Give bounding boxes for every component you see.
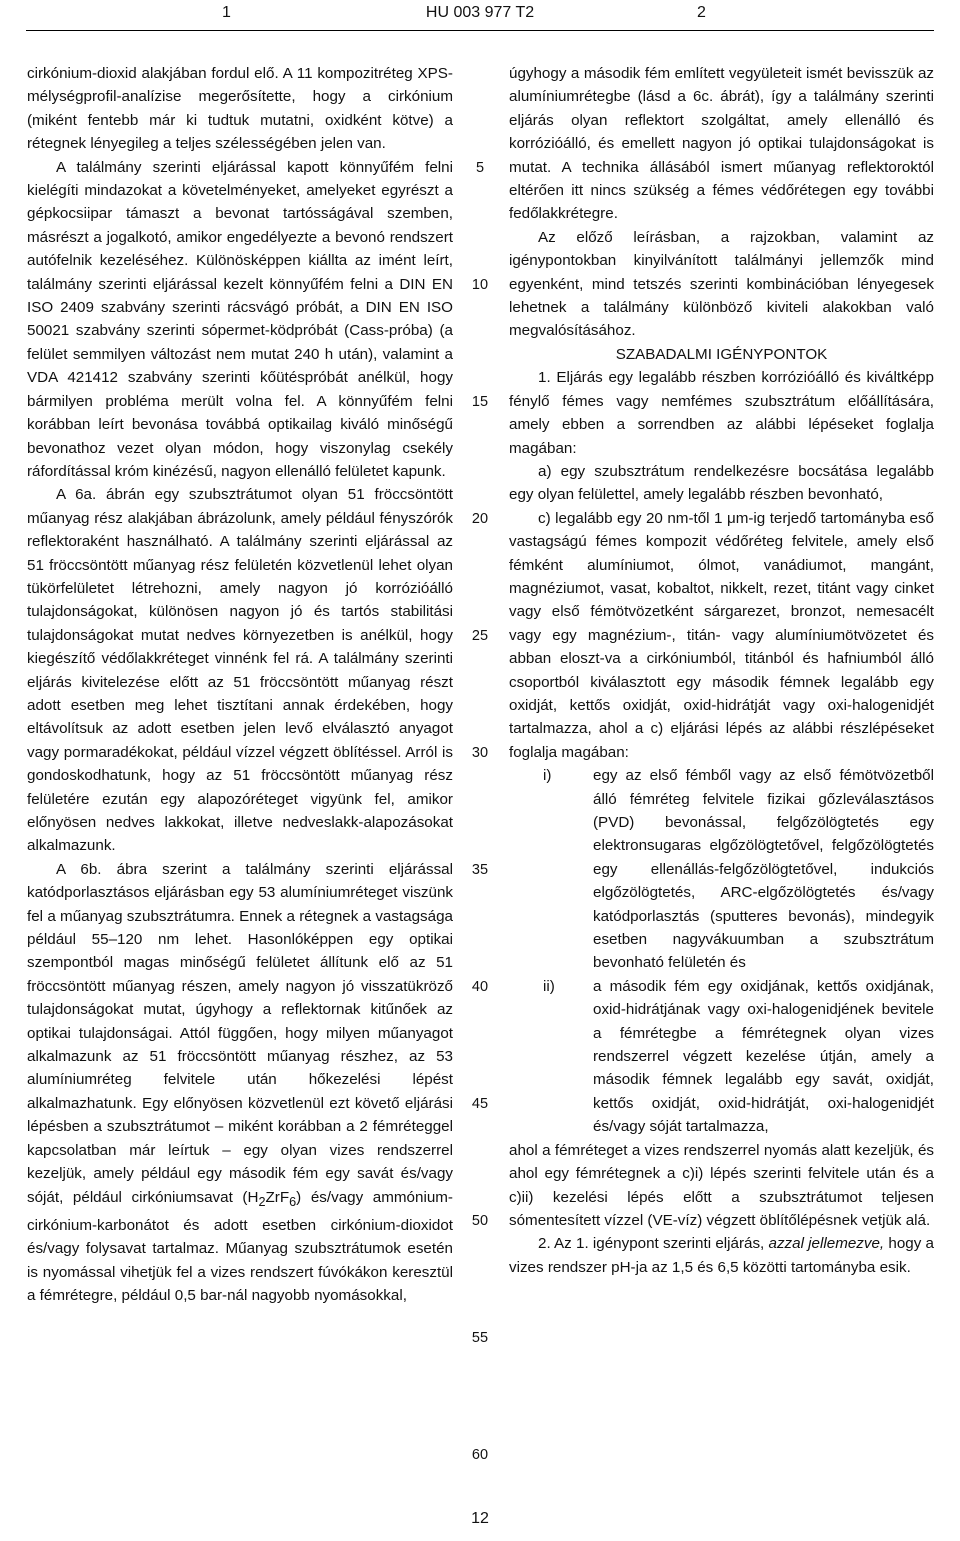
claim-1-substep-i	[537, 764, 934, 975]
line-number: 5	[475, 160, 485, 176]
subscript-6: 6	[289, 1194, 297, 1209]
claim-1-step-c-text-a: c) legalább egy 20 nm-től 1	[538, 509, 727, 527]
line-number: 35	[471, 862, 489, 878]
header-document-id: HU 003 977 T2	[425, 4, 535, 21]
left-paragraph-1: cirkónium-dioxid alakjában fordul elő. A 11 kompozitréteg XPS-mélységprofil-analízise megerősítette, hogy a cirkónium (miként fentebb már ki tudtuk mutatni, oxidként kötve) a rétegnek lényegileg a teljes szélességében jelen van.	[27, 65, 453, 153]
right-paragraph-2: Az előző leírásban, a rajzokban, valamint az igénypontokban kinyilvánított találmányi jellemzők mind egyenként, mind tetszés szerinti kombinációban lényegesek lehetnek a találmány különböző kiviteli alakokban való megvalósításához.	[509, 228, 934, 340]
line-number: 30	[471, 745, 489, 761]
claim-2-characterizing-phrase: azzal jellemezve,	[768, 1235, 885, 1253]
left-column	[27, 62, 453, 1308]
line-number: 45	[471, 1096, 489, 1112]
header-page-right: 2	[697, 4, 706, 21]
substep-label: ii)	[543, 977, 555, 995]
claim-1-closing: ahol a fémréteget a vizes rendszerrel nyomás alatt kezeljük, és ahol egy fémrétegnek a c)i) lépés szerinti felvitele után és a c)ii) kezelési lépés előtt a szubsztrátumot teljesen sómentesített vízzel (VE-víz) végzett öblítőlépésnek vetjük alá.	[509, 1141, 934, 1229]
claim-1-intro: 1. Eljárás egy legalább részben korrózióálló és kiváltképp fénylő fémes vagy nemfémes szubsztrátum előállítására, amely ebben a sorrendben az alábbi lépéseket foglalja magában:	[509, 369, 934, 457]
claim-1-step-c-text-b: m-ig terjedő tartományba eső vastagságú fémes kompozit védőréteg felvitele, amely első fémként alumíniumot, ólmot, vanádiumot, mangánt, magnéziumot, vasat, kobaltot, nikkelt, rezet, titánt vagy cinket vagy első fémötvözetként sárgarezet, bronzot, nemesacélt vagy egy magnézium-, titán- vagy alumíniumötvözetet és abban eloszt-va a cirkóniumból, titánból és hafniumból álló csoportból kiválasztott egy második fémnek legalább egy oxidját, kettős oxidját, oxid-hidrátját vagy oxi-halogenidjét tartalmazza, ahol a c) eljárási lépés az alábbi részlépéseket foglalja magában:	[509, 509, 934, 761]
claims-heading: SZABADALMI IGÉNYPONTOK	[615, 345, 828, 363]
claim-1-step-a: a) egy szubsztrátum rendelkezésre bocsátása legalább egy olyan felülettel, amely legalább részben bevonható,	[509, 462, 934, 504]
left-paragraph-2: A találmány szerinti eljárással kapott könnyűfém felni kielégíti mindazokat a követelményeket, amelyeket egyrészt a gépkocsiipar támaszt a bevonat tartósságával szemben, másrészt a jogalkotó, amikor engedélyezte a bevonó rendszert autófelnik kezeléséhez. Különösképpen kiállta az imént leírt, találmány szerinti eljárással kezelt könnyűfém felni a DIN EN ISO 2409 szabvány szerinti rácsvágó próbát, a DIN EN ISO 50021 szabvány szerinti sópermet-ködpróbát (Cass-próba) (a felület semmilyen változást nem mutat 240 h után), valamint a VDA 421412 szabvány szerinti kőütéspróbát anélkül, hogy bármilyen probléma merült volna fel. A könnyűfém felni korábban leírt bevonása továbbá optikailag kiváló minőségű bevonathoz vezet olyan módon, hogy viszonylag csekély ráfordítással króm kinézésű, nagyon ellenálló felületet kapunk.	[27, 158, 453, 480]
left-paragraph-4-text-c: ) és/vagy ammónium-cirkónium-karbonátot és adott esetben cirkónium-dioxidot és/vagy folysavat tartalmaz. Műanyag szubsztrátumok esetén is nyomással vihetjük fel a vizes rendszert fúvókákon keresztül a fémrétegre, például 0,5 bar-nál nagyobb nyomásokkal,	[27, 1188, 453, 1305]
claim-2	[509, 1232, 934, 1279]
substep-text: egy az első fémből vagy az első fémötvözetből álló fémréteg felvitele fizikai gőzleválasztásos (PVD) bevonással, felgőzölögtetés egy elektronsugaras elgőzölögtetővel, felgőzölögtetés egy ellenállás-felgőzölögtetővel, indukciós elgőzölögtetés, ARC-elgőzölögtetés és/vagy katódporlasztás (sputteres bevonás), mindegyik esetben nagyvákuumban a szubsztrátum bevonható felületén és	[593, 767, 934, 972]
page-number: 12	[471, 1510, 489, 1527]
subscript-2: 2	[258, 1194, 266, 1209]
line-number: 10	[471, 277, 489, 293]
right-paragraph-1: úgyhogy a második fém említett vegyületeit ismét bevisszük az alumíniumrétegbe (lásd a 6c. ábrát), így a találmány szerinti eljárás olyan reflektort szolgáltat, amely ellenálló és korrózióálló, és emellett nagyon jó optikai tulajdonságokat is mutat. A technika állásából ismert műanyag reflektoroktól eltérően itt nincs szükség a fémes védőrétegen egy további fedőlakkrétegre.	[509, 65, 934, 223]
micro-symbol: μ	[726, 509, 736, 527]
line-number: 25	[471, 628, 489, 644]
line-number: 60	[471, 1447, 489, 1463]
header-rule	[26, 30, 934, 31]
substep-text: a második fém egy oxidjának, kettős oxidjának, oxid-hidrátjának vagy oxi-halogenidjének bevitele a fémrétegbe a fémrétegnek olyan vizes rendszerrel végzett kezelése útján, amely a második fémnek legalább egy savát, oxidját, kettős oxidját, oxid-hidrátját, oxi-halogenidjét és/vagy sóját tartalmazza,	[593, 977, 934, 1136]
line-number: 50	[471, 1213, 489, 1229]
line-number: 55	[471, 1330, 489, 1346]
left-paragraph-4	[27, 858, 453, 1308]
substep-label: i)	[543, 767, 552, 785]
line-number: 20	[471, 511, 489, 527]
claim-2-text-b: hogy a vizes rendszer pH-ja az 1,5 és 6,5 közötti tartományba esik.	[509, 1235, 934, 1276]
right-column	[509, 62, 934, 1279]
line-number: 40	[471, 979, 489, 995]
line-number: 15	[471, 394, 489, 410]
claim-2-text-a: 2. Az 1. igénypont szerinti eljárás,	[538, 1235, 769, 1253]
left-paragraph-3: A 6a. ábrán egy szubsztrátumot olyan 51 fröccsöntött műanyag rész alakjában ábrázolunk, amely például fényszórók reflektoraként használható. A találmány szerinti eljárással az 51 fröccsöntött műanyag rész felületén közvetlenül lehet olyan tükörfelületet létrehozni, amely nagyon jó korrózióálló tulajdonságokat, különösen nagyon jó és tartós stabilitási tulajdonságokat mutat nedves környezetben is anélkül, hogy kiegészítő védőlakkréteget vinnénk fel rá. A találmány szerinti eljárás kivitelezése előtt az 51 fröccsöntött műanyag részt adott esetben meg lehet tisztítani annak érdekében, hogy eltávolítsuk az adott esetben jelen levő elválasztó anyagot vagy pormaradékokat, például vízzel végzett öblítéssel. Arról is gondoskodhatunk, hogy az 51 fröccsöntött műanyag rész felületére ezután egy alapozóréteget vigyünk fel, amikor előnyösen nedves lakkokat, illetve nedveslakk-alapozásokat alkalmazunk.	[27, 486, 453, 855]
claim-1-step-c	[509, 507, 934, 764]
left-paragraph-4-text-b: ZrF	[265, 1188, 290, 1206]
claim-1-substep-ii	[537, 975, 934, 1139]
left-paragraph-4-text-a: A 6b. ábra szerint a találmány szerinti eljárással katódporlasztásos eljárásban egy 53 alumíniumréteget viszünk fel a műanyag szubsztrátumra. Ennek a rétegnek a vastagsága például 55–120 nm lehet. Hasonlóképpen egy optikai szempontból magas minőségű felületet állítunk elő az 51 fröccsöntött műanyag részen, amely nagyon jó visszatükröző tulajdonságokat mutat, úgyhogy a reflektornak kitűnőek az optikai tulajdonságai. Attól függően, hogy milyen műanyagot alkalmazunk az 51 fröccsöntött műanyag részhez, az 53 alumíniumréteg felvitele után hőkezelési lépést alkalmazhatunk. Egy előnyösen közvetlenül ezt követő eljárási lépésben a szubsztrátumot – miként korábban a 2 fémréteggel kapcsolatban már leírtuk – egy olyan vizes rendszerrel kezeljük, amely például egy második fém egy savát és/vagy sóját, például cirkóniumsavat (H	[27, 860, 453, 1206]
header-page-left: 1	[222, 4, 231, 21]
